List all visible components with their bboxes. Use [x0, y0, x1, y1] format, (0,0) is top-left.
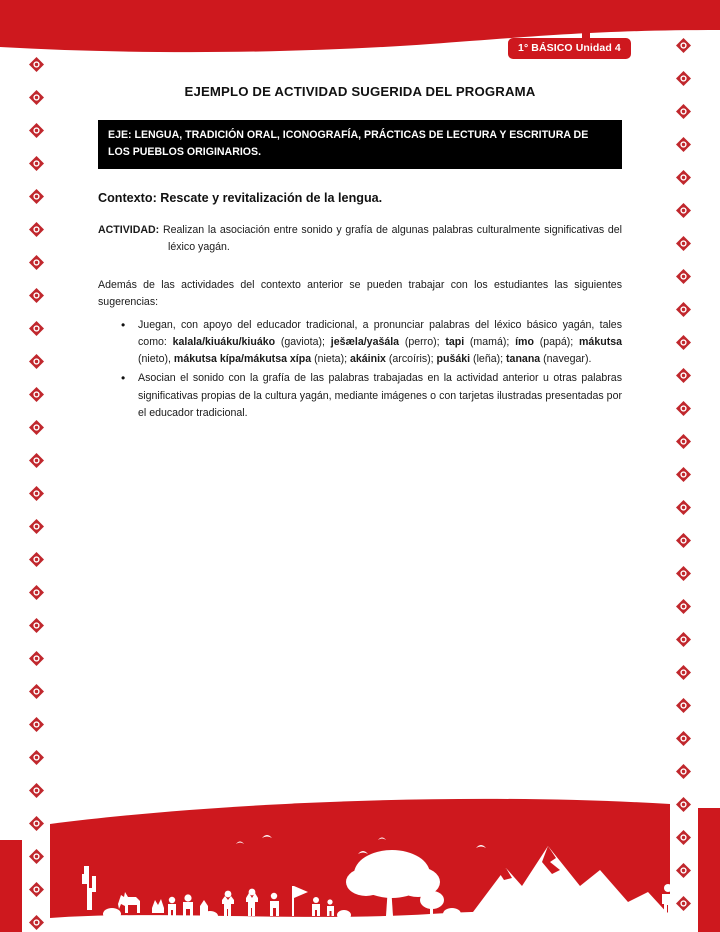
page-title: EJEMPLO DE ACTIVIDAD SUGERIDA DEL PROGRAMA — [184, 84, 536, 99]
unit-badge: 1° BÁSICO Unidad 4 — [508, 38, 631, 59]
actividad-text: Realizan la asociación entre sonido y grafía de algunas palabras culturalmente significativas del léxico yagán. — [162, 224, 622, 254]
bullet-lead-text: Juegan, con apoyo del educador tradicional, a pronunciar palabras del léxico básico yagán, tales como: — [138, 318, 622, 349]
vocab-term: akáinix — [349, 353, 386, 366]
vocab-term: tapi — [445, 336, 465, 349]
vocab-gloss: (mamá); — [464, 336, 516, 349]
actividad-paragraph — [98, 222, 622, 256]
vocab-term: mákutsa kípa/mákutsa xípa — [173, 353, 312, 366]
vocab-gloss: (nieta); — [311, 353, 350, 366]
bullet-lead-text: Asocian el sonido con la grafía de las palabras trabajadas en la actividad anterior u otras palabras significativas propias de la cultura yagán, mediante imágenes o con tarjetas ilustradas presentadas por el educador tradicional. — [138, 372, 622, 419]
vocab-term: ješæla/yašála — [330, 336, 400, 349]
vocab-term: mákutsa — [579, 336, 623, 349]
vocab-term: kalala/kiuáku/kiuáko — [172, 336, 276, 349]
list-item — [138, 317, 622, 368]
vocab-gloss: (gaviota); — [275, 336, 331, 349]
vocab-term: pušáki — [436, 353, 471, 366]
vocab-gloss: (arcoíris); — [385, 353, 437, 366]
list-item — [138, 370, 622, 421]
vocab-gloss: (nieto), — [138, 353, 174, 366]
vocab-gloss: (leña); — [470, 353, 507, 366]
vocab-gloss: (perro); — [399, 336, 446, 349]
vocab-term: tanana — [506, 353, 541, 366]
eje-bar: EJE: LENGUA, TRADICIÓN ORAL, ICONOGRAFÍA, PRÁCTICAS DE LECTURA Y ESCRITURA DE LOS PUEBLOS ORIGINARIOS. — [98, 120, 622, 169]
footer-landscape-illustration — [0, 782, 720, 932]
actividad-label: ACTIVIDAD: — [98, 224, 160, 237]
contexto-heading: Contexto: Rescate y revitalización de la lengua. — [98, 191, 383, 206]
vocab-gloss: (navegar). — [540, 353, 592, 366]
vocabulary-list — [138, 336, 622, 365]
vocab-gloss: (papá); — [533, 336, 580, 349]
suggestions-list — [98, 317, 622, 422]
document-content — [98, 0, 622, 424]
vocab-term: ímo — [515, 336, 534, 349]
intro-paragraph: Además de las actividades del contexto anterior se pueden trabajar con los estudiantes las siguientes sugerencias: — [98, 278, 622, 308]
